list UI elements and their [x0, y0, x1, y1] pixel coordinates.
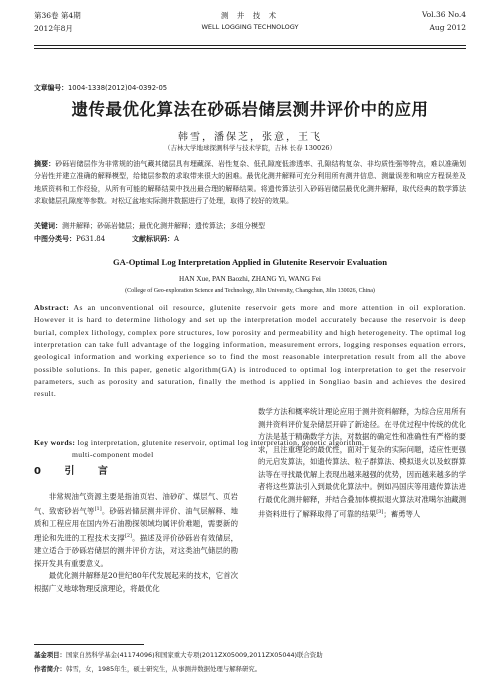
- header-rule-top: [34, 45, 466, 46]
- keywords-cn: [34, 220, 466, 232]
- funding-text: 国家自然科学基金(41174096)和国家重大专项(2011ZX05009,2011ZX05044)联合资助: [65, 651, 323, 659]
- document-code-label: 文献标识码：: [132, 235, 174, 243]
- abstract-en-label: Abstract:: [34, 303, 70, 312]
- authors-cn: 韩雪，潘保芝，张意，王飞: [178, 132, 322, 143]
- keywords-cn-text: 测井解释；砂砾岩储层；最优化测井解释；遗传算法；多组分模型: [62, 222, 265, 230]
- keywords-en-text: log interpretation, glutenite reservoir, optimal log interpretation, genetic algorithm,: [77, 438, 365, 447]
- journal-name-en: WELL LOGGING TECHNOLOGY: [201, 23, 299, 31]
- citation-1: [1]: [94, 506, 102, 512]
- footnote-funding: [34, 650, 466, 659]
- funding-label: 基金项目：: [34, 651, 66, 659]
- footnote-author: [34, 664, 466, 673]
- body-column-left: [34, 466, 238, 595]
- page-header: [34, 6, 466, 40]
- abstract-cn: [34, 158, 466, 208]
- citation-3: [3]: [376, 509, 384, 515]
- classification-cn: [34, 234, 466, 244]
- body-column-right: [258, 406, 466, 521]
- author-bio-label: 作者简介：: [34, 665, 66, 673]
- intro-paragraph-2: 最优化测井解释是20世纪80年代发展起来的技术，它首次根据广义地球物理反演理论，将最优化: [34, 571, 238, 593]
- volume-en: Vol.36 No.4: [421, 10, 466, 19]
- footnote-rule: [34, 644, 144, 645]
- article-number-label: 文章编号：: [34, 84, 68, 92]
- document-code: [132, 234, 179, 244]
- abstract-en: [34, 302, 466, 401]
- intro-paragraph-3: 数学方法和概率统计理论应用于测井资料解释，为综合应用所有测井资料评价复杂储层开辟了新途径。在寻优过程中传统的优化方法是基于精确数学方法，对数据的确定性和准确性有严格的要求，且注重理论的最优性，面对于复杂的实际问题，适应性更强的元启发算法，如遗传算法、粒子群算法、模拟退火以及蚁群算法等在寻找最优解上表现出越来越强的优势，因而越来越多的学者将这些算法引入到最优化算法中。例如冯国庆等用遗传算法进行最优化测井解释，并结合叠加体模拟退火算法对准噶尔油藏测井资料进行了解释取得了可靠的结果[3]；蓄勇等人: [258, 407, 466, 519]
- keywords-en-label: Key words:: [34, 438, 76, 447]
- volume-issue: 第36卷 第4期: [34, 11, 81, 20]
- intro-paragraph-1: 非常规油气资源主要是指油页岩、油砂矿、煤层气、页岩气、致密砂岩气等[1]。砂砾岩储层测井评价、油气层解释、地质和工程应用在国内外石油勘探领域均属评价难题，需要新的理论和先进的工程技术支撑[2]。描述及评价砂砾岩有效储层，建立适合于砂砾岩储层的测井评价方法，对这类油气储层的勘探开发具有重要意义。: [34, 491, 238, 568]
- abstract-cn-text: 砂砾岩储层作为非常规的油气藏其储层具有埋藏深、岩性复杂、低孔隙度低渗透率、孔隙结构复杂、非均质性强等特点，难以准确划分岩性并建立准确的解释模型，给储层参数的求取带来很大的困难。最优化测井解释可充分利用所有测井信息、测量误差和响应方程误差及地质资料和工作经验，从所有可能的解释结果中找出最合理的解释结果。将遗传算法引入砂砾岩储层最优化测井解释，取代经典的数学算法求取储层孔隙度等参数。对松辽盆地实际测井数据进行了处理，取得了较好的效果。: [34, 160, 466, 206]
- article-number-value: 1004-1338(2012)04-0392-05: [67, 84, 168, 92]
- abstract-cn-label: 摘要：: [34, 160, 56, 168]
- keywords-en-text-cont: multi-component model: [72, 450, 154, 460]
- affiliation-en: (College of Geo-exploration Science and Technology, Jilin University, Changchun, Jilin 130026, China): [125, 288, 375, 294]
- section-heading-intro: 0 引 言: [34, 466, 118, 477]
- author-bio-text: 韩雪，女，1985年生，硕士研究生，从事测井数据处理与解释研究。: [65, 665, 262, 673]
- classification-label: 中图分类号：: [34, 235, 76, 243]
- article-number: [34, 82, 167, 92]
- header-rule-bottom: [34, 48, 466, 49]
- authors-en: HAN Xue, PAN Baozhi, ZHANG Yi, WANG Fei: [179, 275, 321, 283]
- title-en: GA-Optimal Log Interpretation Applied in Glutenite Reservoir Evaluation: [113, 257, 387, 267]
- citation-2: [2]: [124, 533, 132, 540]
- date-cn: 2012年8月: [34, 24, 73, 33]
- abstract-en-text: As an unconventional oil resource, glutenite reservoir gets more and more attention in oil exploration. However it is hard to determine lithology and set up the interpretation model accurately because the reservoir is deep burial, complex lithology, complex pore structures, low porosity and permeability and high heterogeneity. The optimal log interpretation can take full advantage of the logging information, measurement errors, logging responses equation errors, geological information and working experience so to find the most reasonable interpretation result from all the above possible solutions. In this paper, genetic algorithm(GA) is introduced to optimal log interpretation to get the reservoir parameters, such as porosity and saturation, finally the method is applied in Songliao basin and achieves the desired result.: [34, 303, 467, 399]
- classification-value: P631.84: [76, 235, 106, 243]
- journal-name-cn: 测 井 技 术: [220, 11, 280, 20]
- date-en: Aug 2012: [429, 23, 466, 32]
- document-code-value: A: [174, 235, 180, 243]
- keywords-cn-label: 关键词：: [34, 222, 62, 230]
- title-cn: 遗传最优化算法在砂砾岩储层测井评价中的应用: [71, 100, 429, 119]
- affiliation-cn: （吉林大学地球探测科学与技术学院，吉林 长春 130026）: [164, 144, 336, 152]
